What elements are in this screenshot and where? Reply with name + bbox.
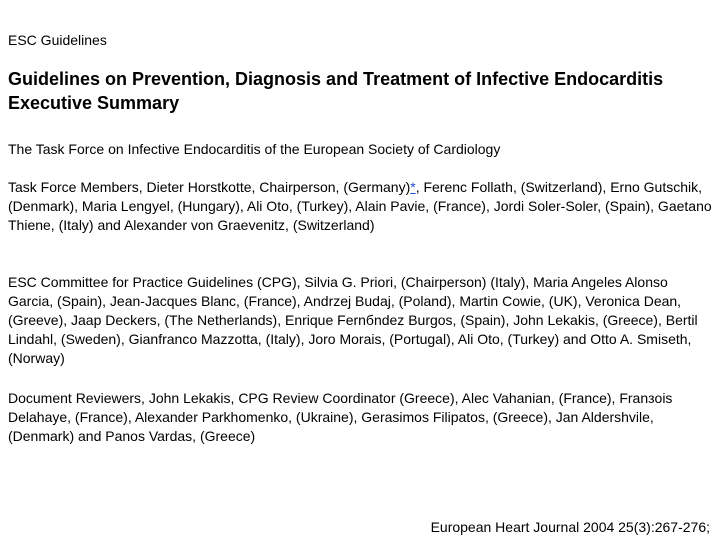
- footnote-asterisk-link[interactable]: *: [410, 179, 416, 195]
- members-text-end: , Ferenc Follath, (Switzerland), Erno Gutschik, (Denmark), Maria Lengyel, (Hungary), Ali Oto, (Turkey), Alain Pavie, (France), Jordi Soler-Soler, (Spain), Gaetano Thiene, (Italy) and Alexander von Graevenitz, (Switzerland): [8, 179, 712, 233]
- section-label: ESC Guidelines: [8, 32, 107, 48]
- document-title: Guidelines on Prevention, Diagnosis and Treatment of Infective Endocarditis Executive Summary: [8, 69, 664, 113]
- task-force-line: The Task Force on Infective Endocarditis of the European Society of Cardiology: [8, 141, 501, 157]
- members-text-start: Task Force Members, Dieter Horstkotte, Chairperson, (Germany): [8, 179, 411, 195]
- committee-paragraph: ESC Committee for Practice Guidelines (CPG), Silvia G. Priori, (Chairperson) (Italy), Maria Angeles Alonso Garcia, (Spain), Jean-Jacques Blanc, (France), Andrzej Budaj, (Poland), Martin Cowie, (UK), Veronica Dean, (Greeve), Jaap Deckers, (The Netherlands), Enrique Fernбndez Burgos, (Spain), John Lekakis, (Greece), Bertil Lindahl, (Sweden), Gianfranco Mazzotta, (Italy), Joro Morais, (Portugal), Ali Oto, (Turkey) and Otto A. Smiseth, (Norway): [8, 274, 698, 366]
- journal-citation: European Heart Journal 2004 25(3):267-276;: [430, 519, 710, 535]
- reviewers-paragraph: Document Reviewers, John Lekakis, CPG Review Coordinator (Greece), Alec Vahanian, (France), Franзois Delahaye, (France), Alexander Parkhomenko, (Ukraine), Gerasimos Filipatos, (Greece), Jan Aldershvile, (Denmark) and Panos Vardas, (Greece): [8, 390, 673, 444]
- task-force-members: [8, 178, 712, 235]
